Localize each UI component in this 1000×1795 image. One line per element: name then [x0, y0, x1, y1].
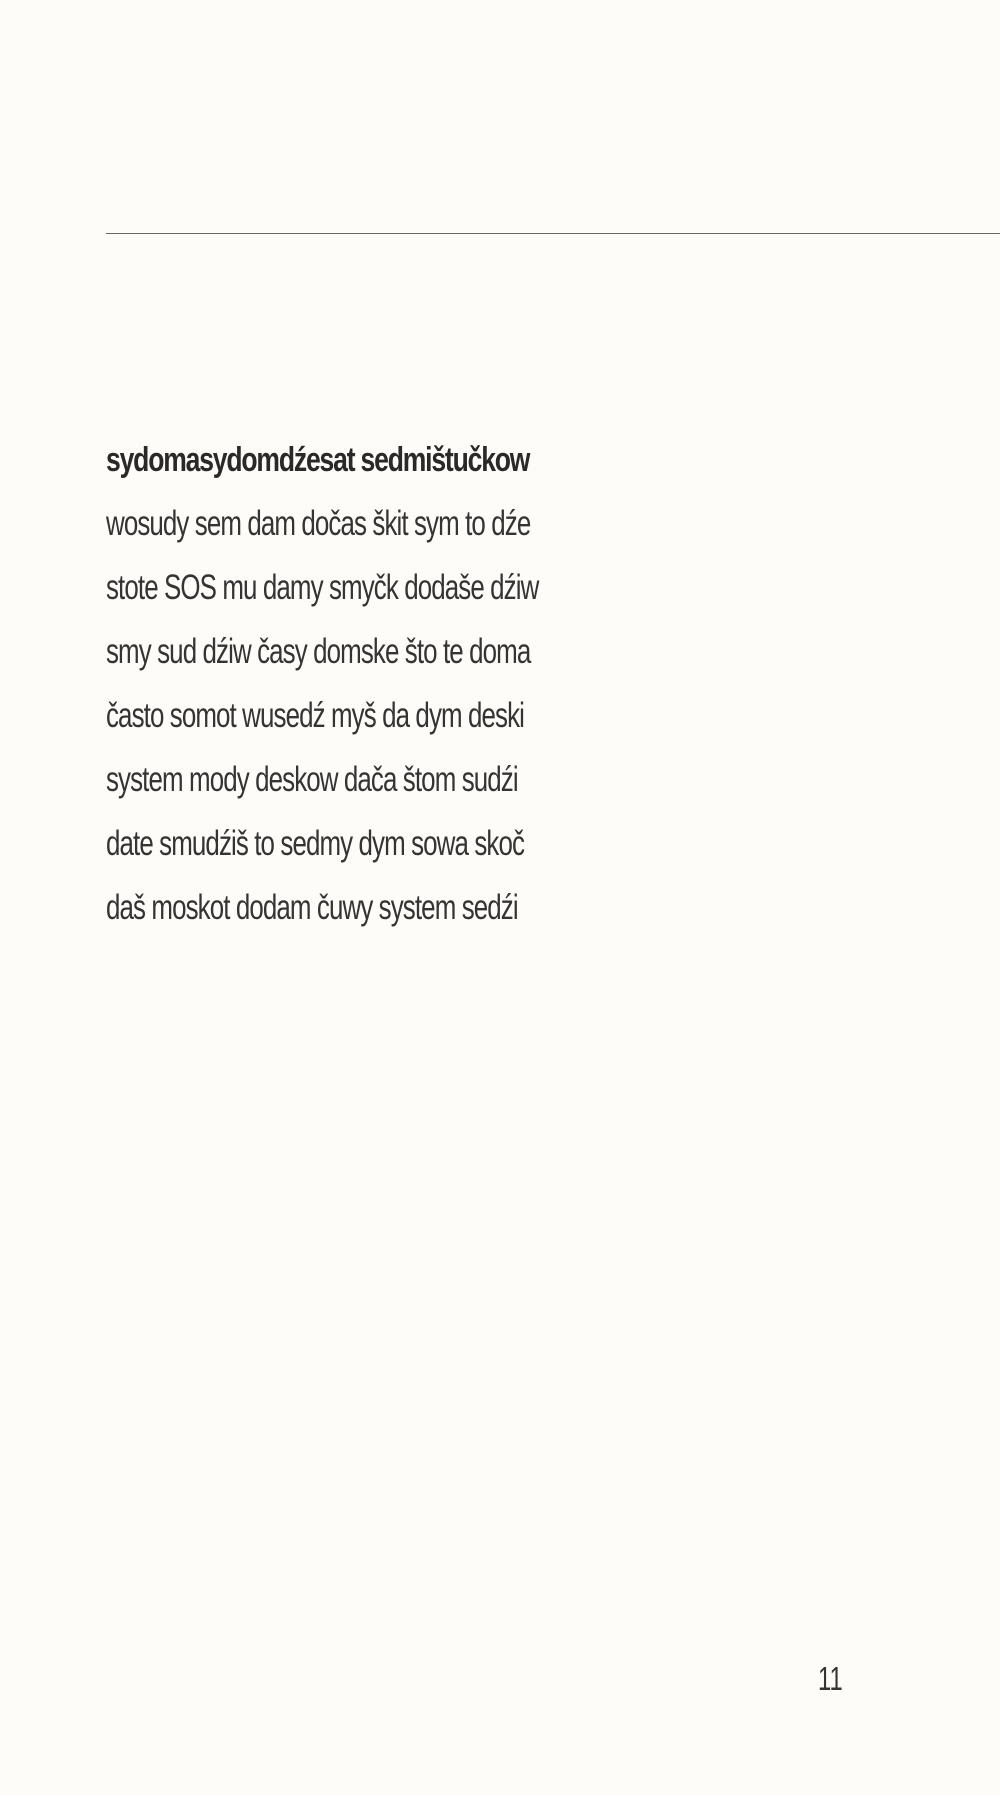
poem-line: stote SOS mu damy smyčk dodaše dźiw [106, 568, 539, 607]
poem-line: smy sud dźiw časy domske što te doma [106, 632, 531, 671]
poem-line: date smudźiš to sedmy dym sowa skoč [106, 824, 525, 863]
poem [106, 428, 726, 940]
horizontal-rule [106, 233, 1000, 234]
poem-line: wosudy sem dam dočas škit sym to dźe [106, 504, 531, 543]
poem-title: sydomasydomdźesat sedmištučkow [106, 441, 530, 479]
poem-line: system mody deskow dača štom sudźi [106, 760, 518, 799]
poem-line: daš moskot dodam čuwy system sedźi [106, 888, 518, 927]
page-number: 11 [818, 1660, 843, 1697]
poem-line: často somot wusedź myš da dym deski [106, 696, 525, 735]
